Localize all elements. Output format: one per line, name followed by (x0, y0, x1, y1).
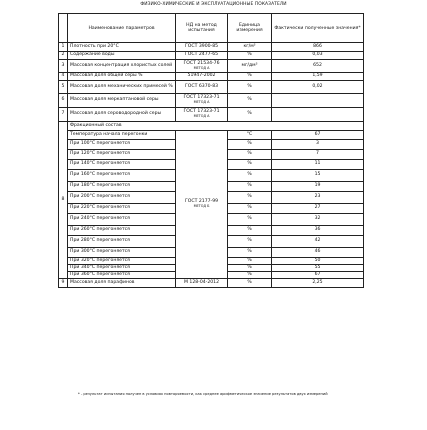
row-unit: % (228, 279, 272, 288)
method-code: 51947-2002 (187, 73, 216, 79)
row-unit: % (228, 108, 272, 122)
method-variant: МЕТОД А (193, 100, 210, 104)
table-row (59, 279, 364, 288)
fraction-item-label: При 100°С перегоняется (68, 140, 176, 150)
fraction-label-row (59, 122, 364, 131)
fraction-item-unit: % (228, 170, 272, 182)
fraction-item-value: 27 (272, 204, 364, 214)
page-title: ФИЗИКО-ХИМИЧЕСКИЕ И ЭКСПЛУАТАЦИОННЫЕ ПОКАЗАТЕЛИ (140, 2, 287, 7)
method-code: ГОСТ 17323-71 (183, 109, 220, 115)
row-unit: кг/м³ (228, 43, 272, 52)
row-number: 1 (59, 43, 68, 52)
fraction-item-unit: % (228, 226, 272, 236)
fraction-item-label: При 180°С перегоняется (68, 182, 176, 192)
fraction-item-unit: % (228, 248, 272, 258)
method-variant: МЕТОД А (193, 114, 210, 118)
fraction-label: Фракционный состав (68, 122, 364, 131)
method-code: ГОСТ 6370-83 (184, 83, 219, 89)
row-value: 866 (272, 43, 364, 52)
fraction-item-value: 46 (272, 248, 364, 258)
fraction-item-label: При 320°С перегоняется (68, 258, 176, 265)
table-row (59, 108, 364, 122)
fraction-item-label: При 340°С перегоняется (68, 265, 176, 272)
method-variant: МЕТОД Б (193, 204, 210, 208)
method-code: ГОСТ 2477-65 (184, 52, 219, 58)
header-value: Фактически полученные значения* (272, 14, 364, 43)
table-row (59, 60, 364, 73)
fraction-item-value: 42 (272, 236, 364, 248)
fraction-item-value: 67 (272, 272, 364, 279)
row-value: 0,03 (272, 52, 364, 60)
fraction-item-label: При 200°С перегоняется (68, 192, 176, 204)
fraction-item-value: 55 (272, 265, 364, 272)
start-temp-value: 67 (272, 131, 364, 140)
start-temp-unit: °С (228, 131, 272, 140)
row-method (176, 81, 228, 94)
table-row (59, 52, 364, 60)
header-unit: Единица измерения (228, 14, 272, 43)
parameters-table (58, 13, 364, 288)
fraction-start-row (59, 131, 364, 140)
row-method (176, 73, 228, 81)
row-value: 0,02 (272, 81, 364, 94)
fraction-item-value: 32 (272, 214, 364, 226)
table-row (59, 73, 364, 81)
row-method (176, 94, 228, 108)
table-header-row (59, 14, 364, 43)
fraction-item-label: При 260°С перегоняется (68, 226, 176, 236)
start-temp-label: Температура начала перегонки (68, 131, 176, 140)
header-number (59, 14, 68, 43)
row-number: 7 (59, 108, 68, 122)
row-number: 6 (59, 94, 68, 108)
fraction-item-unit: % (228, 150, 272, 160)
fraction-item-label: При 280°С перегоняется (68, 236, 176, 248)
row-value: 2,25 (272, 279, 364, 288)
fraction-item-value: 11 (272, 160, 364, 170)
fraction-item-unit: % (228, 192, 272, 204)
fraction-item-label: При 240°С перегоняется (68, 214, 176, 226)
fraction-item-value: 23 (272, 192, 364, 204)
row-method (176, 60, 228, 73)
row-param-name: Массовая доля парафинов (68, 279, 176, 288)
row-number: 4 (59, 73, 68, 81)
row-number: 3 (59, 60, 68, 73)
method-code: ГОСТ 21534-76 (183, 60, 220, 66)
row-method: М 128-04-2012 (176, 279, 228, 288)
row-unit: % (228, 73, 272, 81)
fraction-item-label: При 300°С перегоняется (68, 248, 176, 258)
table-row (59, 43, 364, 52)
fraction-item-value: 3 (272, 140, 364, 150)
fraction-item-label: При 120°С перегоняется (68, 150, 176, 160)
fraction-method (176, 131, 228, 279)
fraction-item-value: 36 (272, 226, 364, 236)
fraction-item-value: 19 (272, 182, 364, 192)
row-param-name: Массовая доля общей серы % (68, 73, 176, 81)
row-unit: мг/дм³ (228, 60, 272, 73)
fraction-item-unit: % (228, 258, 272, 265)
row-value (272, 94, 364, 108)
method-code: ГОСТ 2177-99 (184, 199, 219, 205)
row-method (176, 43, 228, 52)
row-value (272, 108, 364, 122)
row-value: 1,59 (272, 73, 364, 81)
row-method (176, 52, 228, 60)
header-param: Наименование параметров (68, 14, 176, 43)
fraction-item-unit: % (228, 272, 272, 279)
row-unit: % (228, 94, 272, 108)
header-method: НД на метод испытания (176, 14, 228, 43)
fraction-item-value: 15 (272, 170, 364, 182)
row-param-name: Плотность при 20°С (68, 43, 176, 52)
row-number: 9 (59, 279, 68, 288)
footnote: * - результат испытания получен в условиях повторяемости, как среднее арифметическое значение результатов двух измерений (78, 392, 328, 396)
fraction-item-value: 50 (272, 258, 364, 265)
row-param-name: Массовая доля механических примесей % (68, 81, 176, 94)
fraction-item-unit: % (228, 204, 272, 214)
row-method (176, 108, 228, 122)
row-unit: % (228, 52, 272, 60)
fraction-item-unit: % (228, 140, 272, 150)
fraction-item-unit: % (228, 160, 272, 170)
fraction-item-unit: % (228, 182, 272, 192)
table-row (59, 94, 364, 108)
method-code: ГОСТ 3900-85 (184, 43, 219, 49)
fraction-item-label: При 360°С перегоняется (68, 272, 176, 279)
fraction-item-value: 7 (272, 150, 364, 160)
row-unit: % (228, 81, 272, 94)
row-number: 8 (59, 122, 68, 279)
method-variant: МЕТОД А (193, 65, 210, 70)
fraction-item-label: При 160°С перегоняется (68, 170, 176, 182)
row-value: 652 (272, 60, 364, 73)
table-row (59, 81, 364, 94)
row-number: 2 (59, 52, 68, 60)
row-number: 5 (59, 81, 68, 94)
fraction-item-unit: % (228, 265, 272, 272)
row-param-name: Массовая доля сероводородной серы (68, 108, 176, 122)
row-param-name: Массовая концентрация хлористых солей (68, 60, 176, 73)
fraction-item-label: При 220°С перегоняется (68, 204, 176, 214)
method-code: ГОСТ 17323-71 (183, 95, 220, 101)
row-param-name: Содержание воды (68, 52, 176, 60)
row-param-name: Массовая доля меркаптановой серы (68, 94, 176, 108)
fraction-item-unit: % (228, 236, 272, 248)
fraction-item-unit: % (228, 214, 272, 226)
fraction-item-label: При 140°С перегоняется (68, 160, 176, 170)
